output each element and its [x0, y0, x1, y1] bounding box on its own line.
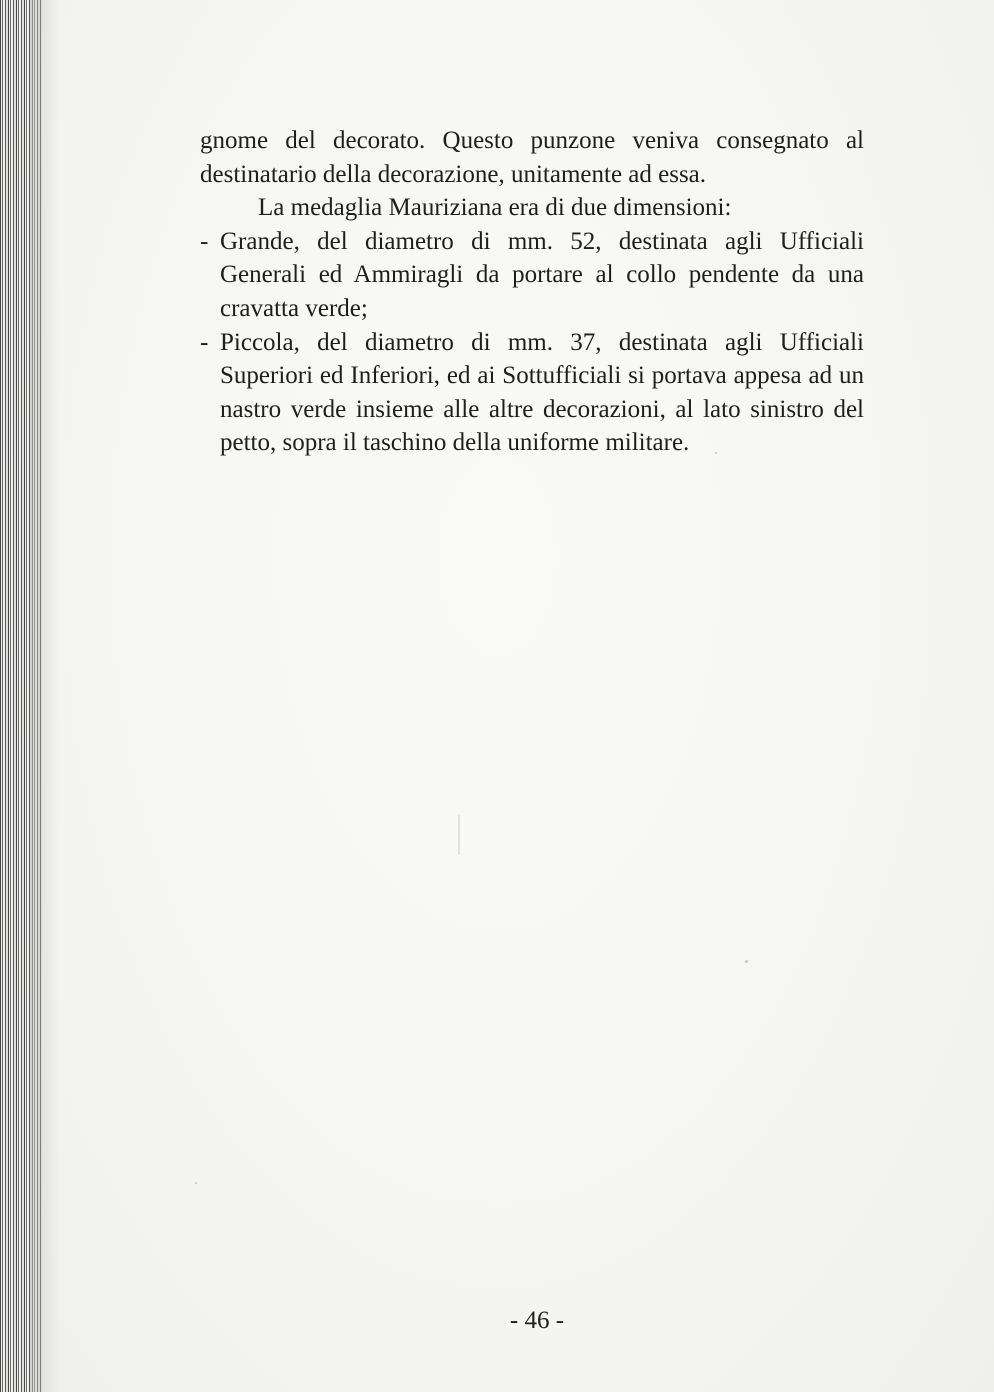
binding-shadow [30, 0, 60, 1392]
list-item [200, 326, 864, 460]
page-number: - 46 - [509, 1307, 565, 1334]
scan-speck [745, 960, 748, 963]
list-dash: - [200, 227, 209, 255]
list-item-text: Grande, del diametro di mm. 52, destinata agli Ufficiali Generali ed Ammiragli da portare al collo pendente da una cravatta verde; [220, 227, 864, 322]
scan-speck [195, 1182, 197, 1184]
list-item [200, 225, 864, 326]
scan-speck [458, 815, 460, 855]
list-dash: - [200, 328, 209, 356]
list-item-text: Piccola, del diametro di mm. 37, destinata agli Ufficiali Superiori ed Inferiori, ed ai Sottufficiali si portava appesa ad un nastro verde insieme alle altre decorazioni, al lato sinistro del petto, sopra il taschino della uniforme militare. [220, 328, 864, 457]
scan-speck [715, 452, 717, 454]
paragraph-intro: La medaglia Mauriziana era di due dimensioni: [258, 194, 732, 222]
body-text [200, 124, 864, 460]
paragraph-continuation: gnome del decorato. Questo punzone veniva consegnato al destinatario della decorazione, unitamente ad essa. [200, 127, 864, 188]
